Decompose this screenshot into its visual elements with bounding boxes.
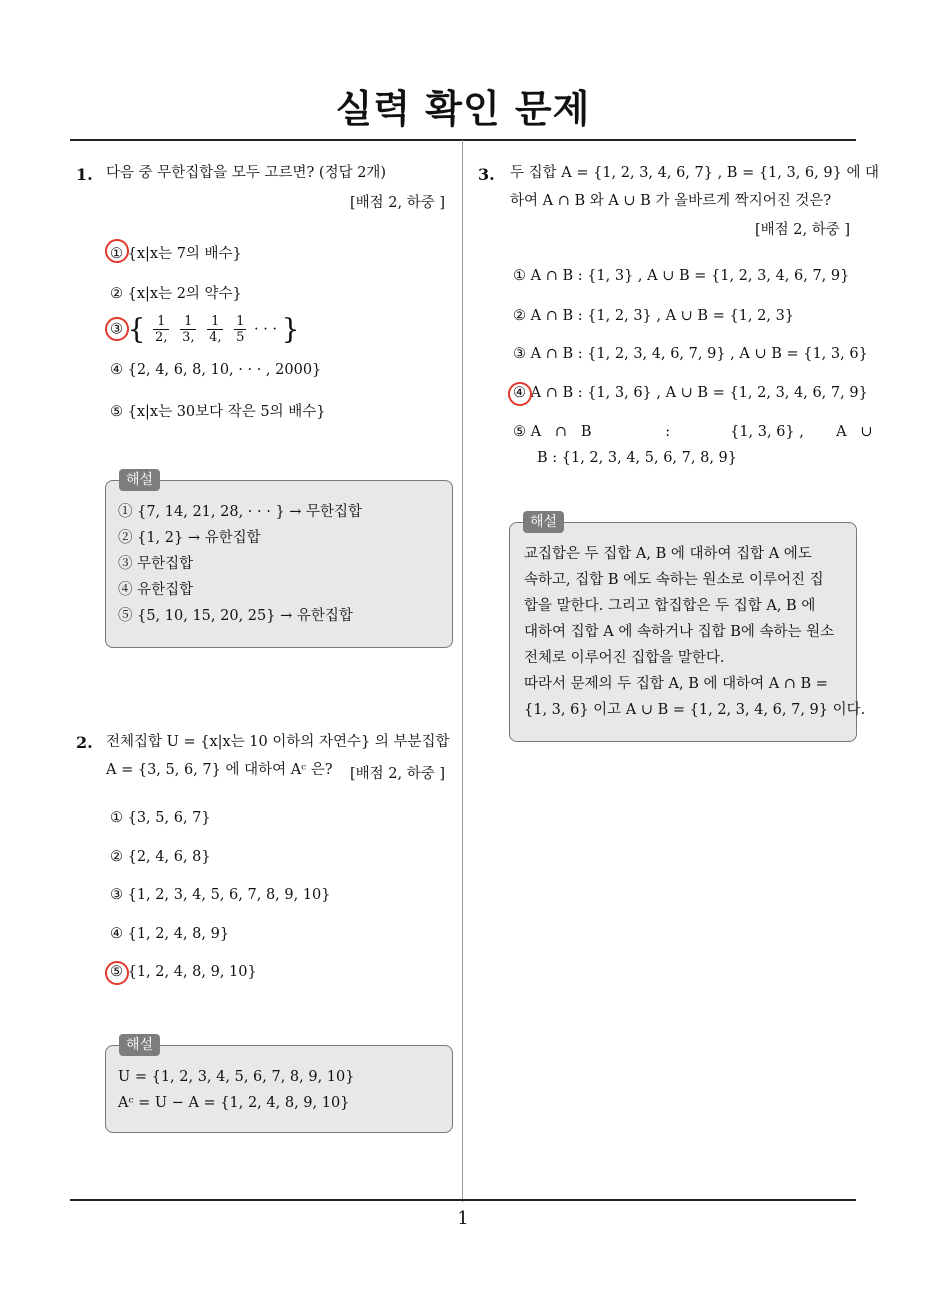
question-text: A = {3, 5, 6, 7} 에 대하여 Aᶜ 은? xyxy=(106,762,333,778)
option-3[interactable]: ③ A ∩ B : {1, 2, 3, 4, 6, 7, 9} , A ∪ B = {1, 3, 6} xyxy=(513,346,868,362)
explanation-line: 따라서 문제의 두 집합 A, B 에 대하여 A ∩ B = xyxy=(524,676,828,692)
left-brace: { xyxy=(127,312,146,346)
explanation-label: 해설 xyxy=(523,511,564,533)
explanation-line: ④ 유한집합 xyxy=(118,582,194,598)
option-2[interactable]: ② {2, 4, 6, 8} xyxy=(110,849,211,865)
fraction xyxy=(207,314,223,345)
explanation-box xyxy=(105,480,453,648)
option-5[interactable]: ⑤ A ∩ B : {1, 3, 6} , A ∪ xyxy=(513,424,873,440)
explanation-line: ③ 무한집합 xyxy=(118,556,194,572)
explanation-line: U = {1, 2, 3, 4, 5, 6, 7, 8, 9, 10} xyxy=(118,1069,355,1085)
option-2[interactable]: ② A ∩ B : {1, 2, 3} , A ∪ B = {1, 2, 3} xyxy=(513,308,795,324)
option-4[interactable]: ④ A ∩ B : {1, 3, 6} , A ∪ B = {1, 2, 3, 4, 6, 7, 9} xyxy=(513,385,868,401)
numerator: 1 xyxy=(236,314,245,329)
question-number: 1. xyxy=(76,165,93,184)
top-rule xyxy=(70,139,856,141)
bottom-rule xyxy=(70,1199,856,1201)
option-3[interactable] xyxy=(110,314,299,345)
explanation-line: ① {7, 14, 21, 28, · · · } → 무한집합 xyxy=(118,504,363,520)
column-divider xyxy=(462,140,463,1202)
denominator: 4, xyxy=(209,330,222,345)
explanation-line: {1, 3, 6} 이고 A ∪ B = {1, 2, 3, 4, 6, 7, 9} 이다. xyxy=(524,702,866,718)
option-5[interactable]: ⑤ {x|x는 30보다 작은 5의 배수} xyxy=(110,404,326,420)
denominator: 2, xyxy=(155,330,168,345)
question-number: 2. xyxy=(76,733,93,752)
explanation-box xyxy=(105,1045,453,1133)
question-text: 하여 A ∩ B 와 A ∪ B 가 올바르게 짝지어진 것은? xyxy=(510,193,832,209)
question-number: 3. xyxy=(478,165,495,184)
explanation-label: 해설 xyxy=(119,1034,160,1056)
question-meta: [배점 2, 하중 ] xyxy=(350,766,446,782)
fraction xyxy=(153,314,169,345)
option-4[interactable]: ④ {2, 4, 6, 8, 10, · · · , 2000} xyxy=(110,362,322,378)
option-3[interactable]: ③ {1, 2, 3, 4, 5, 6, 7, 8, 9, 10} xyxy=(110,887,331,903)
option-5[interactable]: ⑤ {1, 2, 4, 8, 9, 10} xyxy=(110,964,257,980)
fraction xyxy=(234,314,246,345)
page-title: 실력 확인 문제 xyxy=(335,87,591,131)
explanation-line: 합을 말한다. 그리고 합집합은 두 집합 A, B 에 xyxy=(524,598,816,614)
numerator: 1 xyxy=(153,314,169,330)
question-text: 전체집합 U = {x|x는 10 이하의 자연수} 의 부분집합 xyxy=(106,734,450,750)
right-brace: } xyxy=(281,312,300,346)
fraction xyxy=(180,314,196,345)
explanation-line: 전체로 이루어진 집합을 말한다. xyxy=(524,650,725,666)
numerator: 1 xyxy=(207,314,223,330)
explanation-line: ② {1, 2} → 유한집합 xyxy=(118,530,261,546)
option-2[interactable]: ② {x|x는 2의 약수} xyxy=(110,286,242,302)
option-4[interactable]: ④ {1, 2, 4, 8, 9} xyxy=(110,926,230,942)
ellipsis: · · · xyxy=(253,321,278,338)
explanation-line: ⑤ {5, 10, 15, 20, 25} → 유한집합 xyxy=(118,608,353,624)
question-text: 다음 중 무한집합을 모두 고르면? (정답 2개) xyxy=(106,165,387,181)
question-meta: [배점 2, 하중 ] xyxy=(755,222,851,238)
option-3-marker: ③ xyxy=(110,321,123,338)
explanation-label: 해설 xyxy=(119,469,160,491)
option-1[interactable]: ① A ∩ B : {1, 3} , A ∪ B = {1, 2, 3, 4, 6, 7, 9} xyxy=(513,268,850,284)
option-5-continued: B : {1, 2, 3, 4, 5, 6, 7, 8, 9} xyxy=(537,450,737,466)
question-meta: [배점 2, 하중 ] xyxy=(350,195,446,211)
option-1[interactable]: ① {x|x는 7의 배수} xyxy=(110,246,242,262)
question-text: 두 집합 A = {1, 2, 3, 4, 6, 7} , B = {1, 3, 6, 9} 에 대 xyxy=(510,165,880,181)
denominator: 3, xyxy=(182,330,195,345)
explanation-line: 속하고, 집합 B 에도 속하는 원소로 이루어진 집 xyxy=(524,572,824,588)
explanation-line: 대하여 집합 A 에 속하거나 집합 B에 속하는 원소 xyxy=(524,624,835,640)
explanation-line: Aᶜ = U − A = {1, 2, 4, 8, 9, 10} xyxy=(118,1095,350,1111)
denominator: 5 xyxy=(236,330,245,345)
numerator: 1 xyxy=(180,314,196,330)
page-number: 1 xyxy=(457,1208,469,1229)
explanation-line: 교집합은 두 집합 A, B 에 대하여 집합 A 에도 xyxy=(524,546,812,562)
option-1[interactable]: ① {3, 5, 6, 7} xyxy=(110,810,211,826)
explanation-box xyxy=(509,522,866,742)
